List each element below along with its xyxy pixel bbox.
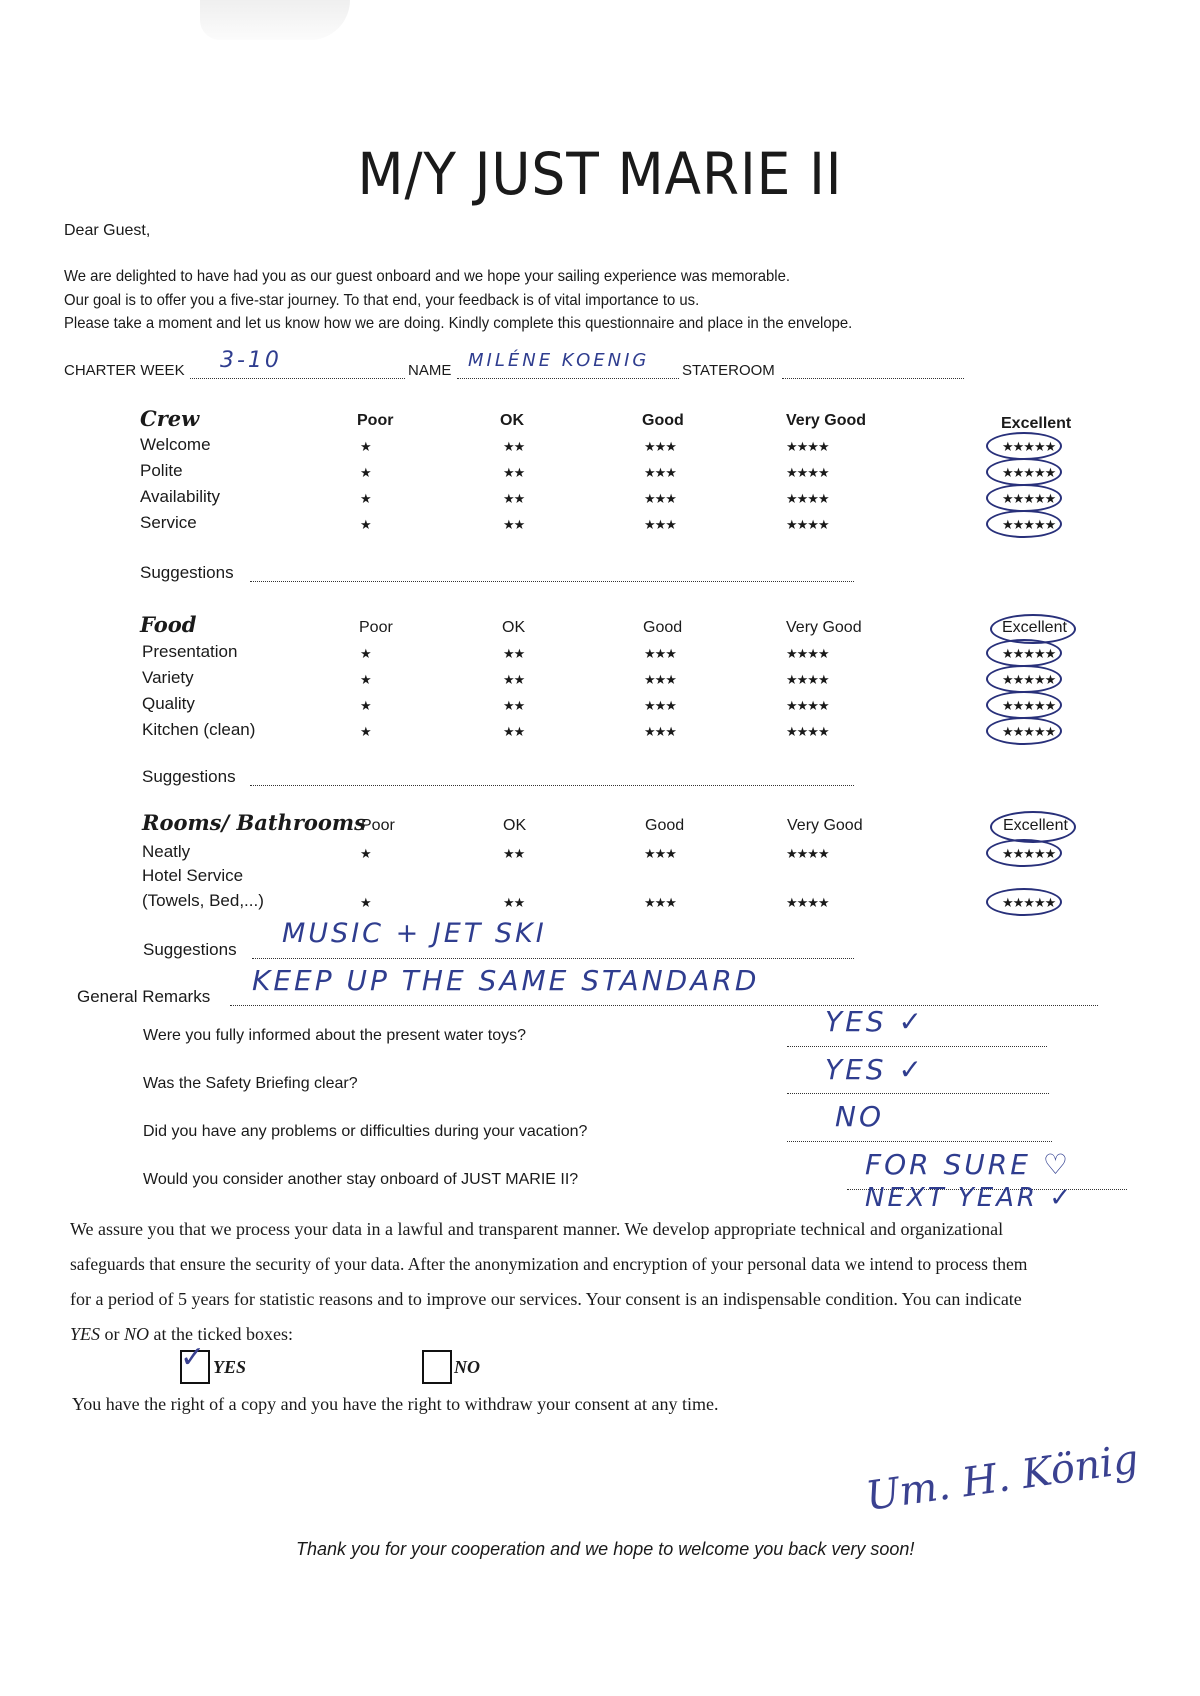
header-ok: OK: [503, 817, 527, 834]
general-remarks-label: General Remarks: [77, 987, 211, 1006]
charter-week-label: CHARTER WEEK: [64, 362, 185, 379]
rating-option-2-star[interactable]: ★★: [503, 698, 525, 713]
signature: Um. H. König: [863, 1436, 1142, 1520]
rating-option-4-star[interactable]: ★★★★: [786, 646, 829, 661]
intro-line-2: Our goal is to offer you a five-star journey. To that end, your feedback is of vital importance to us.: [64, 292, 700, 309]
rating-option-1-star[interactable]: ★: [360, 724, 371, 739]
rating-option-4-star[interactable]: ★★★★: [786, 895, 829, 910]
stateroom-label: STATEROOM: [682, 362, 775, 379]
scan-smudge: [200, 0, 350, 40]
rating-row-label: Quality: [142, 694, 195, 713]
rating-option-3-star[interactable]: ★★★: [644, 672, 676, 687]
rating-row-label: Polite: [140, 461, 183, 480]
rating-option-1-star[interactable]: ★: [360, 698, 371, 713]
header-good: Good: [645, 817, 685, 834]
header-excellent: Excellent: [1003, 817, 1068, 834]
answer-1-field[interactable]: YES ✓: [825, 1005, 925, 1038]
rating-option-3-star[interactable]: ★★★: [644, 646, 676, 661]
rating-option-3-star[interactable]: ★★★: [644, 846, 676, 861]
rating-option-4-star[interactable]: ★★★★: [786, 439, 829, 454]
rating-row-label: Service: [140, 513, 197, 532]
intro-line-1: We are delighted to have had you as our guest onboard and we hope your sailing experience was memorable.: [64, 268, 790, 285]
stateroom-field[interactable]: [782, 378, 964, 379]
header-good: Good: [642, 412, 684, 429]
header-poor: Poor: [359, 619, 393, 636]
rating-option-5-star[interactable]: ★★★★★: [1002, 698, 1056, 713]
header-very-good: Very Good: [786, 412, 867, 429]
general-remarks-line: [230, 1005, 1098, 1006]
page-title: M/Y JUST MARIE II: [357, 140, 843, 208]
rating-row-label: Presentation: [142, 642, 238, 661]
header-excellent: Excellent: [1002, 619, 1067, 636]
name-field[interactable]: MILÉNE KOENIG: [468, 350, 650, 371]
privacy-line-3: for a period of 5 years for statistic reasons and to improve our services. Your consent is an indispensable condition. You can indicate: [70, 1289, 1022, 1309]
rating-option-4-star[interactable]: ★★★★: [786, 724, 829, 739]
rating-option-1-star[interactable]: ★: [360, 895, 371, 910]
rating-row-label: Variety: [142, 668, 194, 687]
header-very-good: Very Good: [786, 619, 862, 636]
selected-rating-circle: [986, 665, 1062, 693]
excellent-circle: [990, 811, 1076, 843]
rating-option-3-star[interactable]: ★★★: [644, 491, 676, 506]
selected-rating-circle: [986, 484, 1062, 512]
rating-option-4-star[interactable]: ★★★★: [786, 846, 829, 861]
privacy-yes-word: YES: [70, 1324, 101, 1344]
rating-option-1-star[interactable]: ★: [360, 672, 371, 687]
rating-option-2-star[interactable]: ★★: [503, 517, 525, 532]
answer-4-field-line2[interactable]: NEXT YEAR ✓: [865, 1183, 1075, 1213]
rating-option-5-star[interactable]: ★★★★★: [1002, 439, 1056, 454]
rating-option-2-star[interactable]: ★★: [503, 465, 525, 480]
rating-option-1-star[interactable]: ★: [360, 465, 371, 480]
rating-option-3-star[interactable]: ★★★: [644, 439, 676, 454]
closing-text: Thank you for your cooperation and we hope to welcome you back very soon!: [296, 1539, 915, 1559]
rating-row-label: Hotel Service: [142, 866, 244, 885]
rating-option-2-star[interactable]: ★★: [503, 846, 525, 861]
rooms-suggestions-line: [252, 958, 854, 959]
header-very-good: Very Good: [787, 817, 863, 834]
general-remarks-field[interactable]: KEEP UP THE SAME STANDARD: [252, 964, 760, 997]
greeting: Dear Guest,: [64, 222, 151, 239]
rating-option-1-star[interactable]: ★: [360, 439, 371, 454]
answer-2-field[interactable]: YES ✓: [825, 1053, 925, 1086]
answer-3-field[interactable]: NO: [835, 1100, 884, 1133]
crew-suggestions-field[interactable]: [250, 581, 854, 582]
rating-option-2-star[interactable]: ★★: [503, 895, 525, 910]
section-title-food: Food: [140, 612, 197, 637]
food-suggestions-label: Suggestions: [142, 767, 236, 786]
rating-option-1-star[interactable]: ★: [360, 646, 371, 661]
header-ok: OK: [500, 412, 524, 429]
selected-rating-circle: [986, 510, 1062, 538]
rating-option-1-star[interactable]: ★: [360, 517, 371, 532]
rating-option-5-star[interactable]: ★★★★★: [1002, 895, 1056, 910]
name-line: [457, 378, 679, 379]
rating-option-3-star[interactable]: ★★★: [644, 465, 676, 480]
consent-no-checkbox[interactable]: [422, 1350, 452, 1384]
answer-line: [787, 1093, 1049, 1094]
rating-option-2-star[interactable]: ★★: [503, 646, 525, 661]
rating-row-label-detail: (Towels, Bed,...): [142, 891, 264, 910]
consent-no-label: NO: [454, 1357, 480, 1377]
selected-rating-circle: [986, 888, 1062, 916]
rating-option-3-star[interactable]: ★★★: [644, 517, 676, 532]
rating-option-5-star[interactable]: ★★★★★: [1002, 724, 1056, 739]
rating-row-label: Welcome: [140, 435, 211, 454]
selected-rating-circle: [986, 691, 1062, 719]
rating-option-2-star[interactable]: ★★: [503, 491, 525, 506]
selected-rating-circle: [986, 458, 1062, 486]
food-suggestions-field[interactable]: [250, 785, 854, 786]
privacy-rights: You have the right of a copy and you have the right to withdraw your consent at any time.: [72, 1394, 719, 1414]
privacy-or: or: [100, 1324, 125, 1344]
privacy-rest: at the ticked boxes:: [149, 1324, 293, 1344]
rating-option-2-star[interactable]: ★★: [503, 672, 525, 687]
consent-yes-label: YES: [213, 1357, 247, 1377]
checkmark-icon: ✓: [180, 1340, 206, 1375]
selected-rating-circle: [986, 839, 1062, 867]
header-ok: OK: [502, 619, 526, 636]
intro-line-3: Please take a moment and let us know how we are doing. Kindly complete this questionnaire and place in the envelope.: [64, 315, 853, 332]
question-2: Was the Safety Briefing clear?: [143, 1075, 358, 1092]
header-good: Good: [643, 619, 683, 636]
privacy-line-1: We assure you that we process your data in a lawful and transparent manner. We develop appropriate technical and organizational: [70, 1219, 1004, 1239]
rating-option-5-star[interactable]: ★★★★★: [1002, 465, 1056, 480]
rating-option-5-star[interactable]: ★★★★★: [1002, 672, 1056, 687]
answer-line: [787, 1046, 1047, 1047]
rooms-suggestions-field[interactable]: MUSIC + JET SKI: [282, 918, 547, 949]
privacy-no-word: NO: [124, 1324, 150, 1344]
rating-option-5-star[interactable]: ★★★★★: [1002, 491, 1056, 506]
section-title-crew: Crew: [140, 406, 200, 431]
answer-line: [787, 1141, 1052, 1142]
rooms-suggestions-label: Suggestions: [143, 940, 237, 959]
rating-option-3-star[interactable]: ★★★: [644, 724, 676, 739]
rating-option-1-star[interactable]: ★: [360, 846, 371, 861]
rating-option-5-star[interactable]: ★★★★★: [1002, 517, 1056, 532]
question-3: Did you have any problems or difficulties during your vacation?: [143, 1123, 588, 1140]
privacy-line-2: safeguards that ensure the security of your data. After the anonymization and encryption of your personal data we intend to process them: [70, 1254, 1028, 1274]
rating-option-5-star[interactable]: ★★★★★: [1002, 846, 1056, 861]
rating-option-4-star[interactable]: ★★★★: [786, 698, 829, 713]
name-label: NAME: [408, 362, 452, 379]
answer-4-field[interactable]: FOR SURE ♡: [865, 1148, 1071, 1181]
charter-week-field[interactable]: 3-10: [220, 348, 282, 373]
selected-rating-circle: [986, 717, 1062, 745]
selected-rating-circle: [986, 432, 1062, 460]
rating-option-4-star[interactable]: ★★★★: [786, 672, 829, 687]
rating-row-label: Neatly: [142, 842, 191, 861]
rating-option-4-star[interactable]: ★★★★: [786, 491, 829, 506]
section-title-rooms: Rooms/ Bathrooms: [142, 810, 366, 835]
header-excellent: Excellent: [1001, 415, 1072, 432]
rating-option-2-star[interactable]: ★★: [503, 724, 525, 739]
rating-option-2-star[interactable]: ★★: [503, 439, 525, 454]
header-poor: Poor: [361, 817, 395, 834]
crew-suggestions-label: Suggestions: [140, 563, 234, 582]
rating-row-label: Availability: [140, 487, 221, 506]
rating-option-3-star[interactable]: ★★★: [644, 895, 676, 910]
rating-option-5-star[interactable]: ★★★★★: [1002, 646, 1056, 661]
header-poor: Poor: [357, 412, 394, 429]
rating-option-1-star[interactable]: ★: [360, 491, 371, 506]
rating-row-label: Kitchen (clean): [142, 720, 256, 739]
rating-option-4-star[interactable]: ★★★★: [786, 517, 829, 532]
charter-week-line: [190, 378, 405, 379]
selected-rating-circle: [986, 639, 1062, 667]
rating-option-3-star[interactable]: ★★★: [644, 698, 676, 713]
question-4: Would you consider another stay onboard of JUST MARIE II?: [143, 1171, 579, 1188]
rating-option-4-star[interactable]: ★★★★: [786, 465, 829, 480]
question-1: Were you fully informed about the present water toys?: [143, 1027, 527, 1044]
